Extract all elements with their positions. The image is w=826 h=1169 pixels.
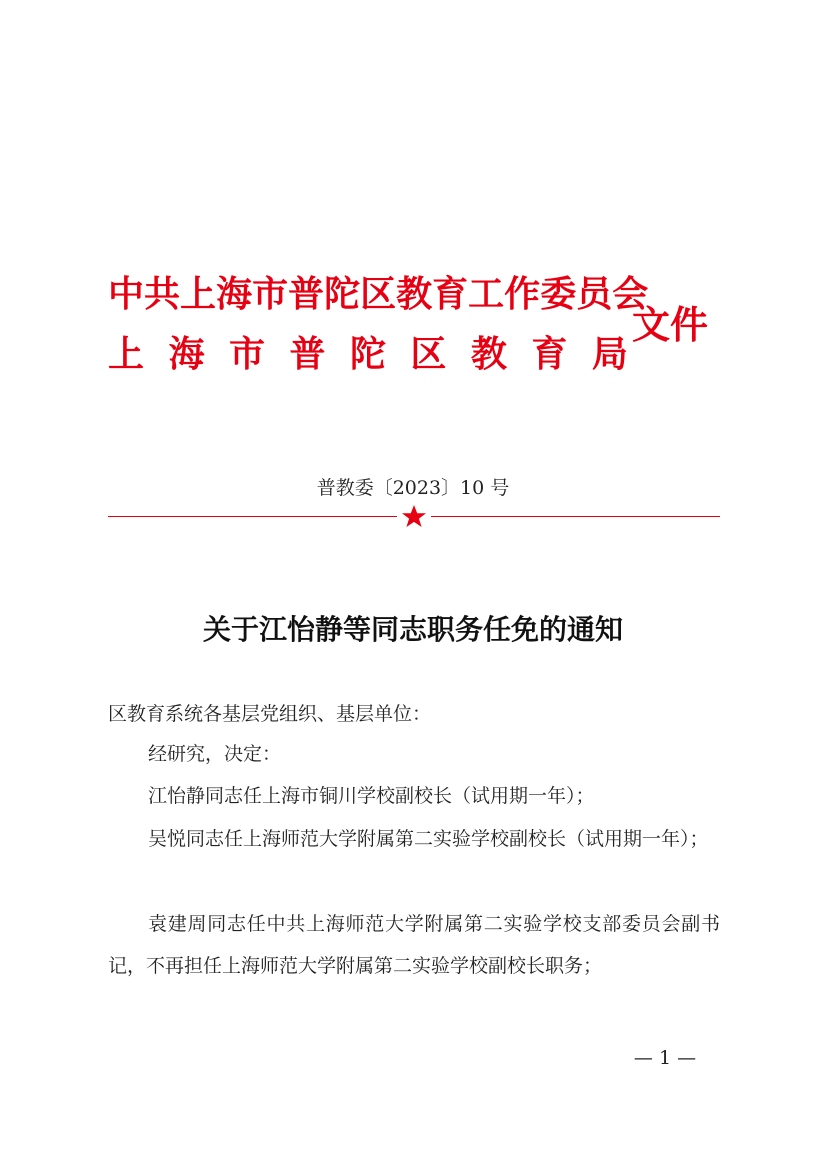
- page-number: — 1 —: [633, 1047, 697, 1069]
- org-char: 工: [468, 273, 505, 315]
- document-title: 关于江怡静等同志职务任免的通知: [202, 613, 623, 646]
- org-char: 普: [288, 273, 325, 315]
- paragraph-appointment-1: 江怡静同志任上海市铜川学校副校长（试用期一年）；: [148, 785, 595, 807]
- paragraph-intro: 经研究，决定：: [148, 743, 282, 765]
- org-char: 员: [576, 273, 613, 315]
- red-star-icon: [398, 504, 430, 528]
- issuing-org-line-1: [108, 273, 649, 315]
- org-char: 会: [612, 273, 649, 315]
- org-char: 局: [591, 333, 628, 375]
- org-char: 市: [228, 333, 265, 375]
- org-char: 教: [396, 273, 433, 315]
- salutation: 区教育系统各基层党组织、基层单位：: [108, 703, 432, 725]
- org-char: 区: [410, 333, 447, 375]
- issuing-org-line-2: [108, 333, 628, 375]
- org-char: 陀: [349, 333, 386, 375]
- org-char: 上: [180, 273, 217, 315]
- org-char: 区: [360, 273, 397, 315]
- org-char: 教: [470, 333, 507, 375]
- org-char: 育: [432, 273, 469, 315]
- org-char: 上: [108, 333, 145, 375]
- org-char: 育: [531, 333, 568, 375]
- paragraph-appointment-3: 袁建周同志任中共上海师范大学附属第二实验学校支部委员会副书记，不再担任上海师范大学附属第二实验学校副校长职务；: [108, 913, 720, 977]
- document-type-label: 文件: [632, 302, 709, 347]
- red-divider-left: [108, 516, 397, 517]
- org-char: 海: [168, 333, 205, 375]
- red-divider-right: [431, 516, 720, 517]
- org-char: 海: [216, 273, 253, 315]
- org-char: 作: [504, 273, 541, 315]
- org-char: 委: [540, 273, 577, 315]
- paragraph-appointment-2: 吴悦同志任上海师范大学附属第二实验学校副校长（试用期一年）；: [148, 828, 709, 850]
- document-number: 普教委〔2023〕10 号: [316, 477, 510, 499]
- org-char: 普: [289, 333, 326, 375]
- org-char: 中: [108, 273, 145, 315]
- org-char: 共: [144, 273, 181, 315]
- org-char: 市: [252, 273, 289, 315]
- org-char: 陀: [324, 273, 361, 315]
